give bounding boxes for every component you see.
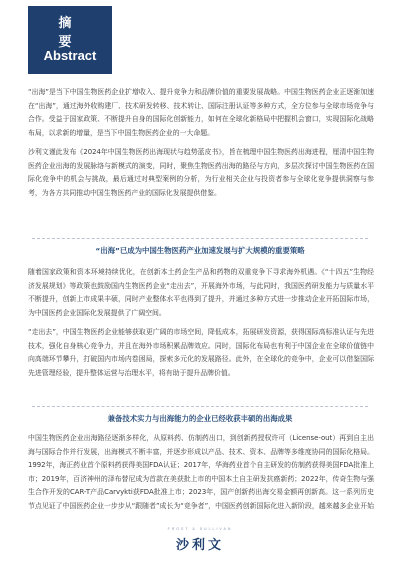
section-title-1: “出海”已成为中国生物医药产业加速发展与扩大规模的重要策略 [95, 246, 305, 255]
heading-cn: 摘 要 [58, 16, 105, 50]
section-divider-2 [32, 406, 368, 407]
section-divider-1 [32, 238, 368, 239]
abstract-paragraph-2: 沙利文谨此发布《2024年中国生物医药出海现状与趋势蓝皮书》，旨在梳理中国生物医药出海进程，厘清中国生物医药企业出海的发展脉络与新模式的演变，同时，聚焦生物医药出海的路径与方向，多层次探讨中国生物医药在国际化竞争中的机会与挑战，最后通过对典型案例的分析，为行业相关企业与投资者参与全球化竞争提供洞察与参考，为各方共同推动中国生物医药产业的国际化发展提供借鉴。 [28, 148, 374, 197]
section2-paragraph-1: 中国生物医药企业出海路径逐渐多样化，从原料药、仿制药出口，到创新药授权许可（License-out）再到自主出海与国际合作并行发展，出海模式不断丰富，并逐步形成以产品、技术、资本、品牌等多维度协同的国际化格局。1992年，海正药业首个原料药获得美国FDA认证；2017年，华海药业首个自主研发的仿制药获得美国FDA批准上市；2019年，百济神州的泽布替尼成为首款在美获批上市的中国本土自主研发抗癌新药；2022年，传奇生物与强生合作开发的CAR-T产品Carvykti获FDA批准上市；2023年，国产创新药出海交易金额再创新高。这一系列历史节点见证了中国医药企业一步步从“跟随者”成长为“竞争者”，中国医药创新国际化进入新阶段，越来越多企业开始 [28, 434, 374, 510]
section1-paragraph-1: 随着国家政策和资本环境持续优化，在创新本土药企生产品和药物的双重竞争下寻求海外机遇。《“十四五”生物经济发展规划》等政策也鼓励国内生物医药企业“走出去”，开展海外市场，与此同时，我国医药研发能力与质量水平不断提升，创新上市成果丰硕，同时产业整体水平也得到了提升，并通过多种方式进一步推动企业开拓国际市场，为中国医药企业国际化发展提供了广阔空间。 [28, 268, 374, 317]
section1-paragraph-2: “走出去”，中国生物医药企业能够获取更广阔的市场空间，降低成本，拓展研发资源，获得国际高标准认证与先进技术，强化自身核心竞争力，并且在海外市场积累品牌效应。同时，国际化布局也有利于中国企业在全球价值链中向高端环节攀升，打破国内市场内卷困局，探索多元化的发展路径。此外，在全球化的竞争中，企业可以借鉴国际先进管理经验，提升整体运营与治理水平，将有助于提升品牌价值。 [28, 328, 374, 377]
footer [0, 520, 400, 567]
heading-en: Abstract [43, 48, 97, 63]
section-title-2: 兼备技术实力与出海能力的企业已经收获丰硕的出海成果 [107, 414, 293, 423]
abstract-heading-block [28, 6, 112, 74]
abstract-paragraph-1: “出海”是当下中国生物医药企业扩增收入、提升竞争力和品牌价值的重要发展战略。中国生物医药企业正逐渐加速在“出海”，通过海外收购建厂、技术研发转移、技术转让、国际注册认证等多种方式，全方位参与全球市场竞争与合作。受益于国家政策、不断提升自身的国际化创新能力，如何在全球化新格局中把握机会窗口，实现国际化战略布局，以求新的增量，是当下中国生物医药企业的一大命题。 [28, 88, 374, 137]
footer-brand-en: FROST & SULLIVAN [167, 527, 233, 531]
footer-brand-logo: 沙利文 [175, 538, 224, 553]
